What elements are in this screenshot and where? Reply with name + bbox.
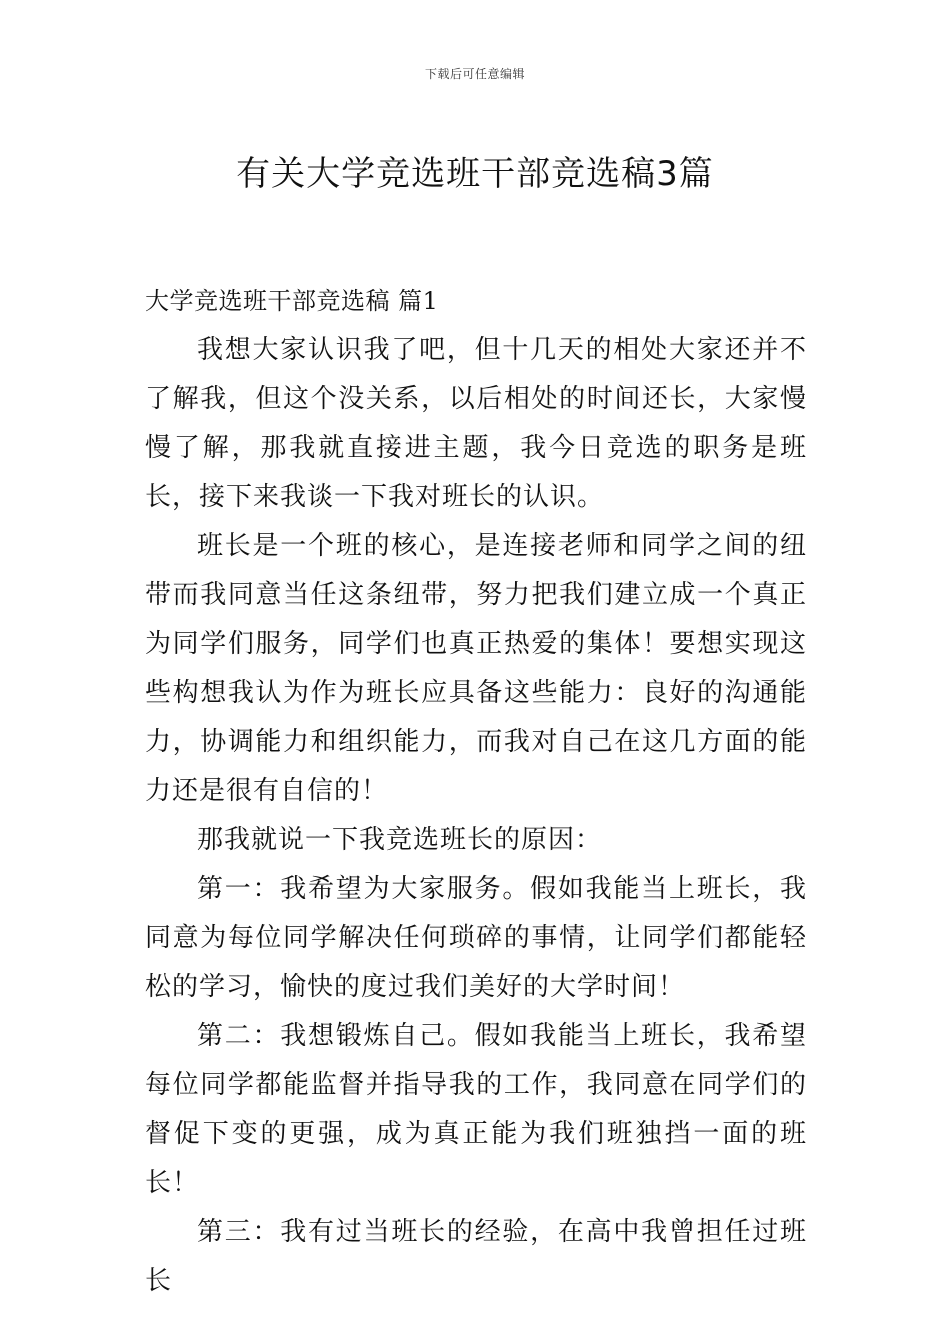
- paragraph-reason-two: 第二：我想锻炼自己。假如我能当上班长，我希望每位同学都能监督并指导我的工作，我同意在同学们的督促下变的更强，成为真正能为我们班独挡一面的班长！: [145, 1021, 807, 1198]
- document-title: 有关大学竞选班干部竞选稿3篇: [236, 153, 714, 194]
- paragraph-intro: 我想大家认识我了吧，但十几天的相处大家还并不了解我，但这个没关系，以后相处的时间还长，大家慢慢了解，那我就直接进主题，我今日竞选的职务是班长，接下来我谈一下我对班长的认识。: [145, 335, 807, 512]
- paragraph-role: 班长是一个班的核心，是连接老师和同学之间的纽带而我同意当任这条纽带，努力把我们建立成一个真正为同学们服务，同学们也真正热爱的集体！要想实现这些构想我认为作为班长应具备这些能力：良好的沟通能力，协调能力和组织能力，而我对自己在这几方面的能力还是很有自信的！: [145, 531, 807, 806]
- paragraph-reason-three: 第三：我有过当班长的经验，在高中我曾担任过班长: [145, 1217, 807, 1296]
- paragraph-reasons-intro: 那我就说一下我竞选班长的原因：: [197, 825, 603, 855]
- header-note: 下载后可任意编辑: [424, 67, 525, 81]
- section-heading: 大学竞选班干部竞选稿 篇1: [145, 287, 439, 315]
- paragraph-reason-one: 第一：我希望为大家服务。假如我能当上班长，我同意为每位同学解决任何琐碎的事情，让同学们都能轻松的学习，愉快的度过我们美好的大学时间！: [145, 874, 807, 1002]
- document-body: [145, 277, 807, 1306]
